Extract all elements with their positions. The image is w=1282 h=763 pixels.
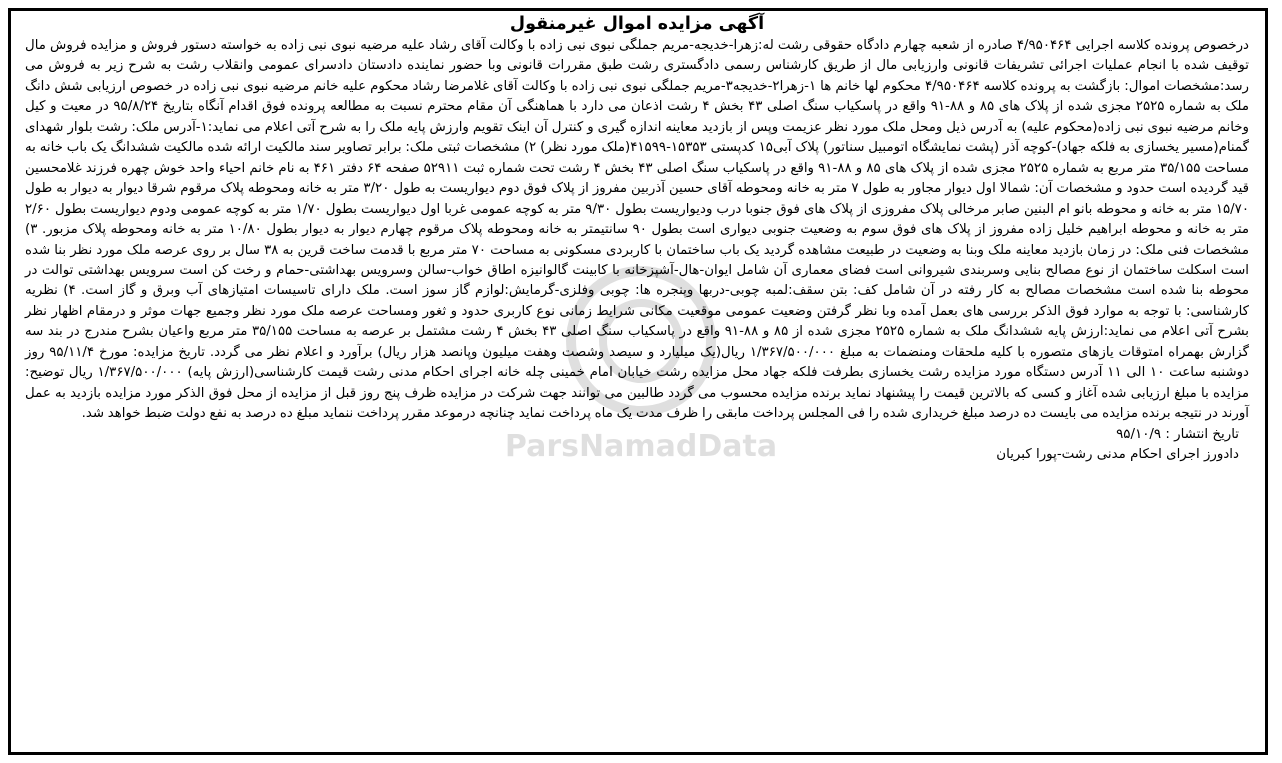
publish-date: تاریخ انتشار : ۹۵/۱۰/۹ <box>1116 426 1239 442</box>
signature: دادورز اجرای احکام مدنی رشت-پورا کبریان <box>996 447 1239 463</box>
notice-body: درخصوص پرونده کلاسه اجرایی ۴/۹۵۰۴۶۴ صادره از شعبه چهارم دادگاه حقوقی رشت له:زهرا-خدیجه-مریم جملگی نبوی نبی زاده با وکالت آقای رشاد علیه مرضیه نبوی نبی زاده به خواسته دستور فروش و مزایده فروش مال توقیف شده با انجام عملیات اجرائی تشریفات قانونی وارزیابی مال از طریق کارشناس رسمی دادگستری رشت طبق مقررات قانونی وبا حضور نماینده دادستان دادسرای عمومی وانقلاب رشت به شرح زیر به فروش می رسد:مشخصات اموال: بازگشت به پرونده کلاسه ۴/۹۵۰۴۶۴ محکوم لها خانم ها ۱-زهرا۲-خدیجه۳-مریم جملگی نبوی نبی زاده با وکالت آقای غلامرضا رشاد محکوم علیه خانم مرضیه نبوی نبی زاده در خصوص ارزیابی شش دانگ ملک به شماره ۲۵۲۵ مجزی شده از پلاک های ۸۵ و ۸۸-۹۱ واقع در پاسکیاب سنگ اصلی ۴۳ بخش ۴ رشت اذعان می دارد با هماهنگی آن مقام محترم نسبت به مطالعه پرونده فوق اقدام آنگاه بتاریخ ۹۵/۸/۲۴ در معیت و کیل وخانم مرضیه نبوی نبی زاده(محکوم علیه) به آدرس ذیل ومحل ملک مورد نظر عزیمت وپس از بازدید معاینه اندازه گیری و کنترل آن اینک تقویم وارزش پایه ملک را به شرح آتی اعلام می نماید:۱-آدرس ملک: رشت بلوار شهدای گمنام(مسیر یخسازی به فلکه جهاد)-کوچه آذر (پشت نمایشگاه اتومبیل سناتور) پلاک آبی۱۵ کدپستی ۱۵۳۵۳-۴۱۵۹۹(ملک مورد نظر) ۲) مشخصات ثبتی ملک: برابر تصاویر سند مالکیت ارائه شده مالکیت ششدانگ یک باب خانه به مساحت ۳۵/۱۵۵ متر مربع به شماره ۲۵۲۵ مجزی شده از پلاک های ۸۵ و ۸۸-۹۱ واقع در پاسکیاب سنگ اصلی ۴۳ بخش ۴ رشت تحت شماره ثبت ۵۲۹۱۱ صفحه ۶۴ دفتر ۴۶۱ به نام خانم احیاء واحد خوش چهره فرزند غلامحسین قید گردیده است حدود و مشخصات آن: شمالا اول دیوار مجاور به طول ۷ متر به خانه ومحوطه آقای حسین آذربین مفروز از پلاک فوق دوم دیواریست به طول ۳/۲۰ متر به خانه ومحوطه پلاک مرقوم شرقا دیوار به دیوار به طول ۱۵/۷۰ متر به خانه و محوطه بانو ام البنین صابر مرخالی پلاک مفروزی از پلاک های فوق جنوبا درب ودیواریست بطول ۹/۳۰ متر به کوچه عمومی غربا اول دیواریست بطول ۱/۷۰ متر به کوچه عمومی ودوم دیواریست بطول ۲/۶۰ متر به خانه و محوطه ابراهیم خلیل زاده مفروز از پلاک های فوق سوم به وضعیت جنوبی دیواری است بطول ۹۰ سانتیمتر به خانه ومحوطه پلاک مرقوم چهارم دیوار به دیوار بطول ۱۰/۸۰ متر به خانه ومحوطه پلاک مزبور. ۳) مشخصات فنی ملک: در زمان بازدید معاینه ملک وبنا به وضعیت در طبیعت مشاهده گردید یک باب ساختمان با کاربردی مسکونی به مساحت ۷۰ متر مربع با قدمت ساخت قرین به ۳۸ سال بر روی عرصه ملک مورد نظر بنا شده است اسکلت ساختمان از نوع مصالح بنایی وسربندی شیروانی است فضای معماری آن شامل ایوان-هال-آشپزخانه با کابینت گالوانیزه اطاق خواب-سالن وسرویس بهداشتی-حمام و رخت کن است سرویس بهداشتی توالت در محوطه بنا شده است مشخصات مصالح به کار رفته در آن شامل کف: بتن سقف:لمبه چوبی-دربها وپنجره ها: چوبی وفلزی-گرمایش:لوازم گاز سوز است. ملک دارای تاسیسات امتیازهای آب وبرق و گاز است. ۴) نظریه کارشناسی: با توجه به موارد فوق الذکر بررسی های بعمل آمده وبا نظر گرفتن وضعیت عمومی موقعیت مکانی شرایط زمانی نوع کاربری حدود و ثغور ومساحت عرصه ملک مورد نظر وجمیع جهات موثر و درمقام اظهار نظر بشرح آتی اعلام می نماید:ارزش پایه ششدانگ ملک به شماره ۲۵۲۵ مجزی شده از ۸۵ و ۸۸-۹۱ واقع در پاسکیاب سنگ اصلی ۴۳ بخش ۴ رشت مشتمل بر عرصه به مساحت ۳۵/۱۵۵ متر مربع واعیان بشرح مندرج در بند سه گزارش بهمراه امتوقات یازهای متصوره با کلیه ملحقات ومنضمات به مبلغ ۱/۳۶۷/۵۰۰/۰۰۰ ریال(یک میلیارد و سیصد وشصت وهفت میلیون وپانصد هزار ریال) برآورد و اعلام نظر می گردد. تاریخ مزایده: مورخ ۹۵/۱۱/۴ روز دوشنبه ساعت ۱۰ الی ۱۱ آدرس دستگاه مورد مزایده رشت یخسازی بطرفت فلکه جهاد محل مزایده رشت خیابان امام خمینی چله خانه اجرای احکام مدنی رشت قیمت کارشناسی(ارزش پایه) ۱/۳۶۷/۵۰۰/۰۰۰ ریال توضیح: مزایده با مبلغ ارزیابی شده آغاز و کسی که بالاترین قیمت را پیشنهاد نماید برنده مزایده محسوب می گردد طالبین می توانند جهت شرکت در مزایده ظرف پنج روز قبل از مزایده از محل فوق الذکر مورد مزایده بازدید به عمل آورند در نتیجه برنده مزایده می بایست ده درصد مبلغ خریداری شده را فی المجلس پرداخت مابقی را ظرف مدت یک ماه پرداخت نماید چنانچه درموعد مقرر پرداخت ننماید مبلغ ده درصد به نفع دولت ضبط خواهد شد. <box>25 38 1250 422</box>
notice-frame <box>8 8 1268 755</box>
watermark-text: ParsNamadData <box>504 429 778 464</box>
notice-content <box>11 11 1265 752</box>
notice-title: آگهی مزایده اموال غیرمنقول <box>509 14 765 34</box>
